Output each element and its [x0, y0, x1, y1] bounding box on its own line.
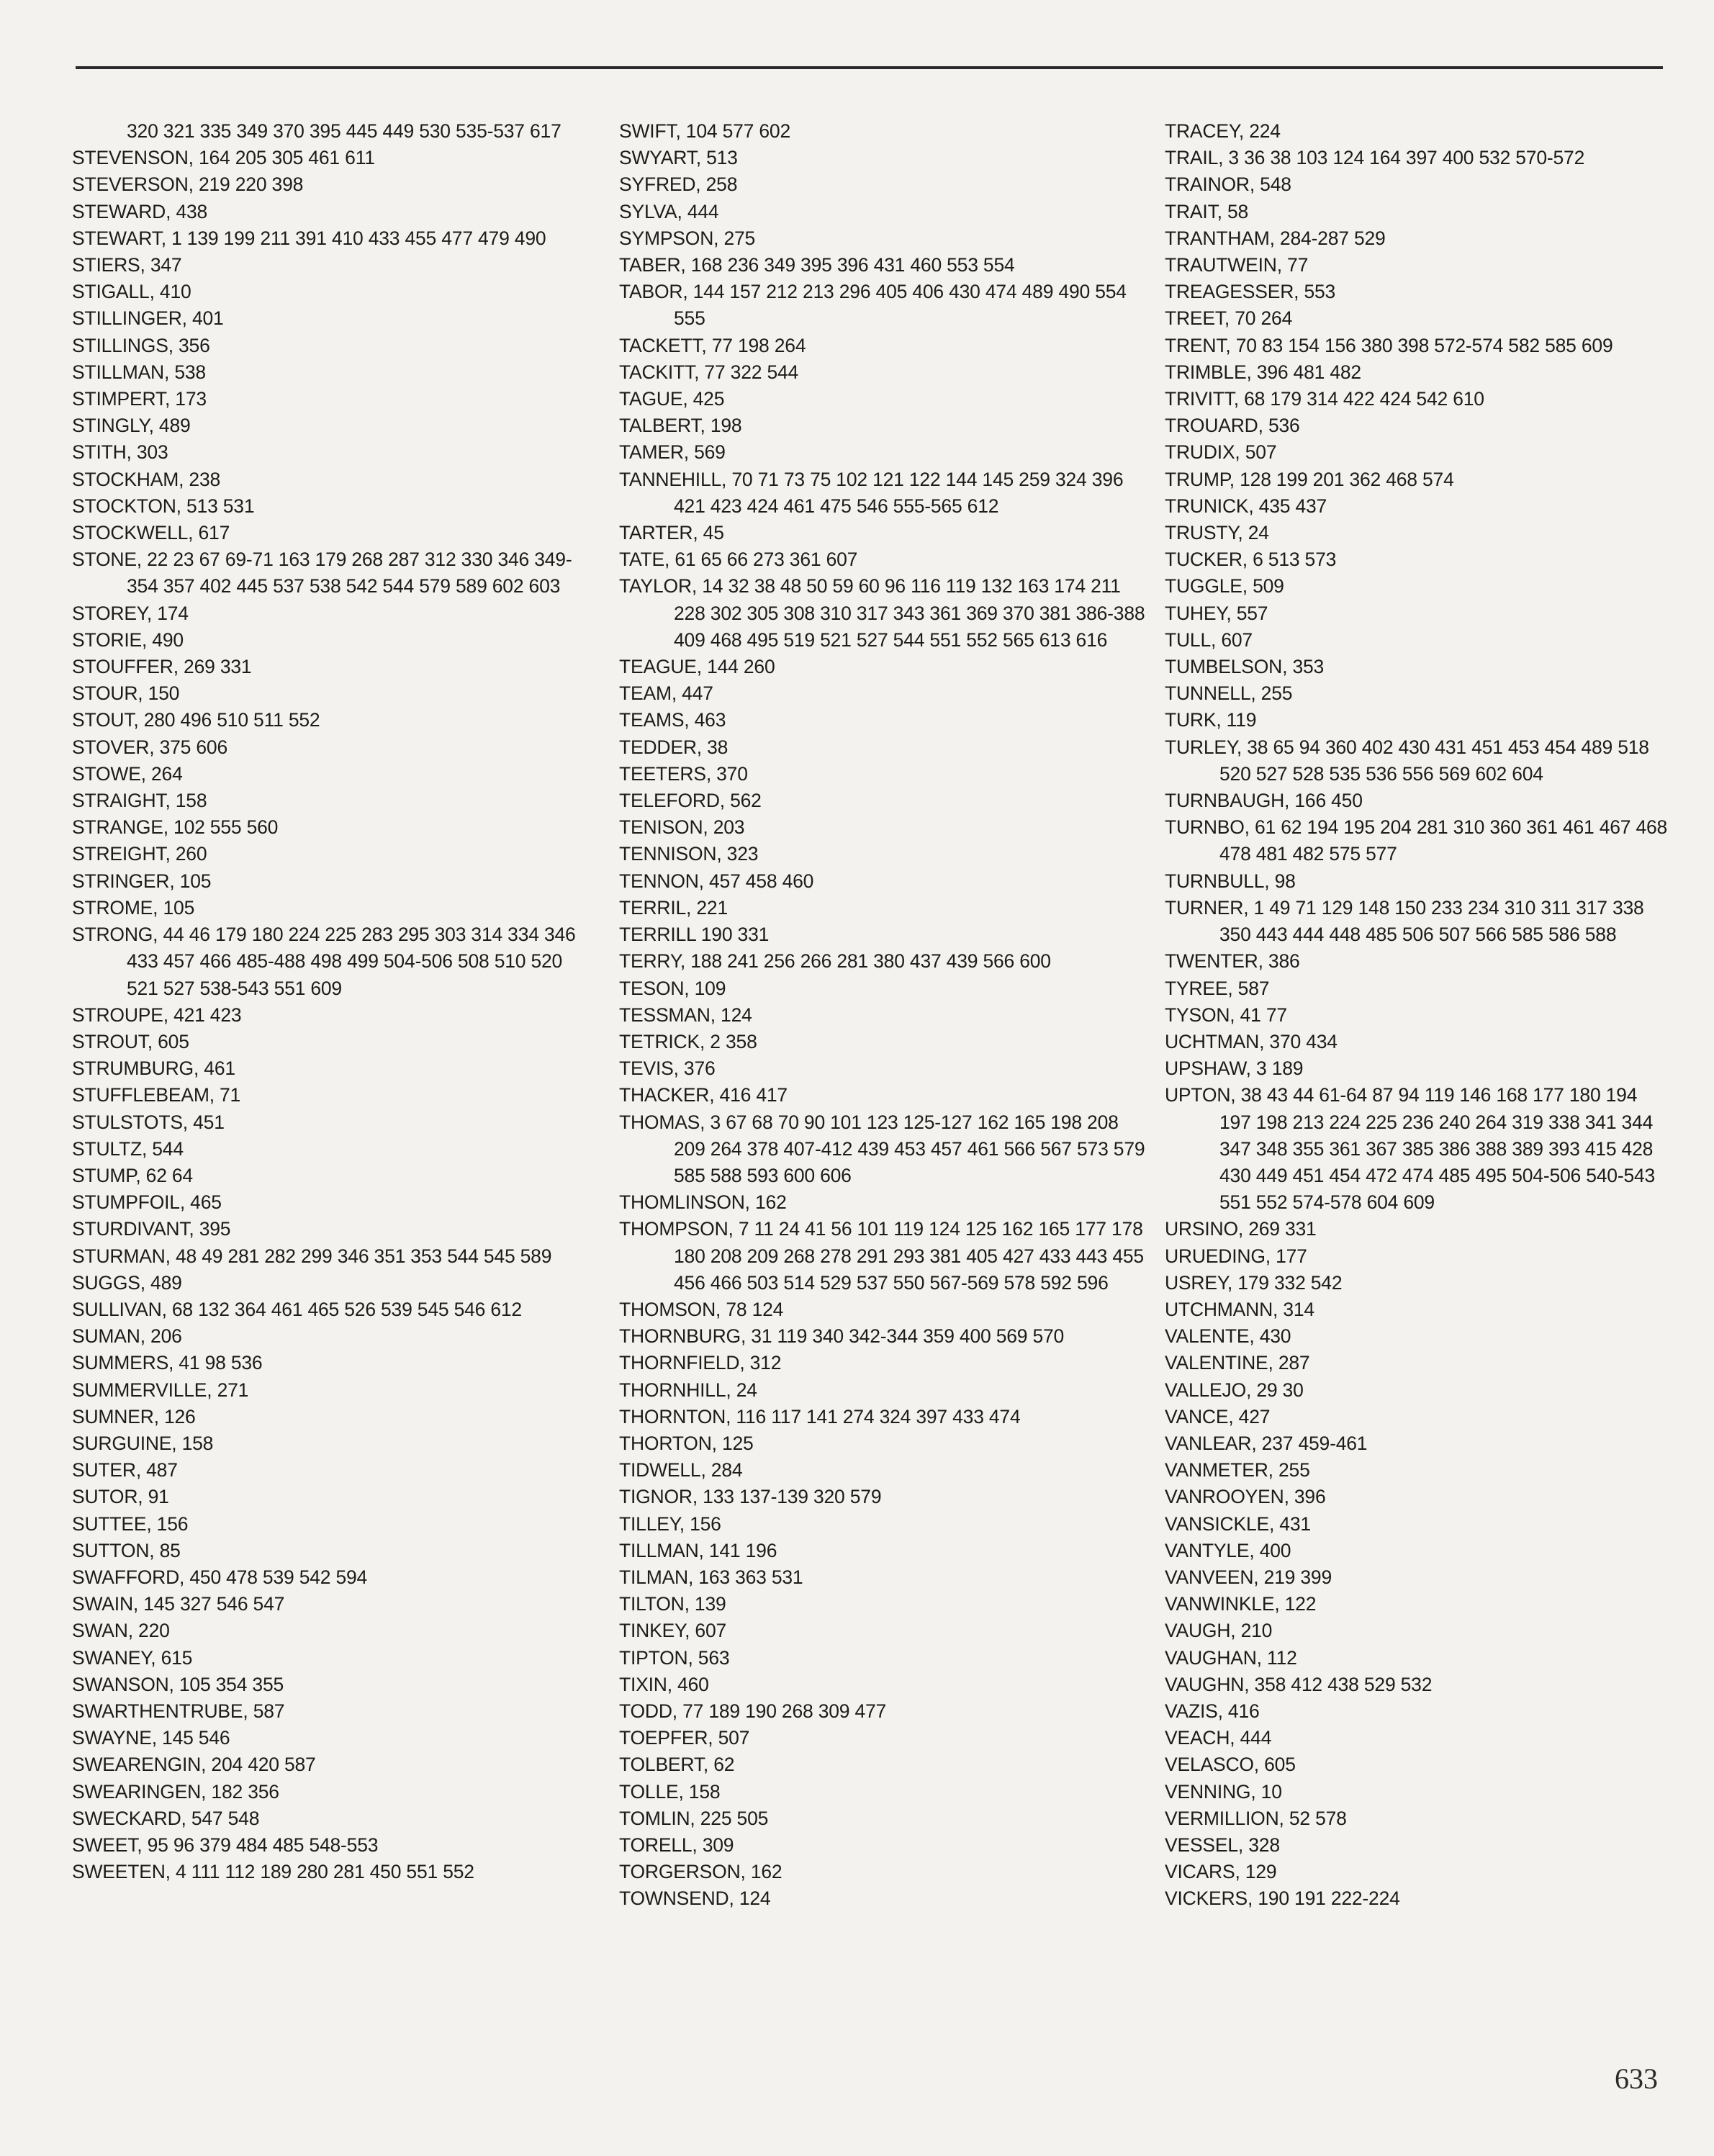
- index-entry: SUMMERS, 41 98 536: [72, 1352, 263, 1374]
- index-entry: STOUT, 280 496 510 511 552: [72, 709, 320, 731]
- index-entry: TEDDER, 38: [619, 736, 729, 758]
- index-entry: THOMAS, 3 67 68 70 90 101 123 125-127 162 165 198 208 209 264 378 407-412 439 453 457 461 566 567 573 579 585 588 593 600 606: [619, 1111, 1145, 1186]
- index-entry: THOMSON, 78 124: [619, 1298, 784, 1320]
- index-entry: STOCKTON, 513 531: [72, 495, 255, 517]
- index-entry: TOEPFER, 507: [619, 1727, 750, 1749]
- index-entry: VANCE, 427: [1165, 1405, 1271, 1427]
- index-entry: TELEFORD, 562: [619, 790, 762, 812]
- index-entry: TABER, 168 236 349 395 396 431 460 553 554: [619, 254, 1015, 276]
- index-entry: TUGGLE, 509: [1165, 575, 1284, 597]
- index-entry: TERRILL 190 331: [619, 924, 770, 946]
- index-entry: TILLEY, 156: [619, 1512, 721, 1535]
- index-entry: STROUT, 605: [72, 1030, 189, 1052]
- index-entry: STITH, 303: [72, 441, 168, 464]
- index-entry: SWECKARD, 547 548: [72, 1807, 260, 1829]
- index-entry: STOCKHAM, 238: [72, 468, 221, 490]
- index-entry: TRUNICK, 435 437: [1165, 495, 1327, 517]
- index-entry: TEETERS, 370: [619, 762, 748, 785]
- index-entry: TABOR, 144 157 212 213 296 405 406 430 474 489 490 554 555: [619, 281, 1127, 330]
- index-entry: URSINO, 269 331: [1165, 1218, 1317, 1240]
- index-entry: SURGUINE, 158: [72, 1432, 214, 1454]
- index-entry: SUTTON, 85: [72, 1539, 181, 1561]
- index-entry: STEVENSON, 164 205 305 461 611: [72, 147, 375, 169]
- index-entry: SWEET, 95 96 379 484 485 548-553: [72, 1834, 379, 1856]
- index-entry: TURK, 119: [1165, 709, 1257, 731]
- index-entry: SWARTHENTRUBE, 587: [72, 1700, 285, 1722]
- index-entry: THOMLINSON, 162: [619, 1191, 787, 1214]
- index-entry: TAYLOR, 14 32 38 48 50 59 60 96 116 119 132 163 174 211 228 302 305 308 310 317 343 361 369 370 381 386-388 409 468 495 519 521 527 544 551 552 565 613 616: [619, 575, 1145, 651]
- index-entry: SUMAN, 206: [72, 1325, 182, 1348]
- index-entry: TRAUTWEIN, 77: [1165, 254, 1309, 276]
- index-entry: VALENTE, 430: [1165, 1325, 1291, 1348]
- index-entry: VERMILLION, 52 578: [1165, 1807, 1347, 1829]
- index-entry: TEAM, 447: [619, 682, 713, 705]
- index-entry: TESON, 109: [619, 977, 726, 999]
- header-rule: [76, 66, 1663, 69]
- index-entry: TYSON, 41 77: [1165, 1003, 1287, 1026]
- index-entry: TRUDIX, 507: [1165, 441, 1277, 464]
- index-entry: TYREE, 587: [1165, 977, 1270, 999]
- index-entry: STREIGHT, 260: [72, 843, 207, 865]
- index-entry: TRENT, 70 83 154 156 380 398 572-574 582 585 609: [1165, 334, 1613, 356]
- index-entry: THACKER, 416 417: [619, 1084, 788, 1106]
- index-entry: STOCKWELL, 617: [72, 522, 230, 544]
- index-entry: UCHTMAN, 370 434: [1165, 1030, 1338, 1052]
- index-entry: SUMNER, 126: [72, 1405, 196, 1427]
- index-entry: TRIVITT, 68 179 314 422 424 542 610: [1165, 388, 1484, 410]
- index-entry: STUMP, 62 64: [72, 1164, 193, 1186]
- index-entry: STULSTOTS, 451: [72, 1111, 225, 1133]
- index-entry: STROME, 105: [72, 896, 195, 919]
- index-entry: STILLMAN, 538: [72, 361, 206, 383]
- index-entry: VALLEJO, 29 30: [1165, 1379, 1304, 1401]
- index-entry: TILTON, 139: [619, 1593, 726, 1615]
- index-entry: VANLEAR, 237 459-461: [1165, 1432, 1368, 1454]
- index-entry: TUCKER, 6 513 573: [1165, 549, 1337, 571]
- index-entry: VAUGHN, 358 412 438 529 532: [1165, 1673, 1433, 1695]
- index-entry: TULL, 607: [1165, 628, 1253, 651]
- index-entry: STOREY, 174: [72, 602, 189, 624]
- index-entry: SULLIVAN, 68 132 364 461 465 526 539 545 546 612: [72, 1298, 522, 1320]
- index-entry: STURMAN, 48 49 281 282 299 346 351 353 544 545 589: [72, 1245, 552, 1267]
- index-entry: UPTON, 38 43 44 61-64 87 94 119 146 168 177 180 194 197 198 213 224 225 236 240 264 319 338 341 344 347 348 355 361 367 385 386 388 389 393 415 428 430 449 451 454 472 474 485 495 504-506 540-543 551 552 574-578 604 609: [1165, 1084, 1656, 1214]
- index-entry: SYMPSON, 275: [619, 227, 756, 249]
- index-entry: TAGUE, 425: [619, 388, 725, 410]
- index-entry: STROUPE, 421 423: [72, 1003, 242, 1026]
- index-entry: STOVER, 375 606: [72, 736, 228, 758]
- index-entry: VANVEEN, 219 399: [1165, 1566, 1332, 1588]
- index-entry: TOMLIN, 225 505: [619, 1807, 769, 1829]
- index-entry: TRAIL, 3 36 38 103 124 164 397 400 532 570-572: [1165, 147, 1585, 169]
- index-entry: STIERS, 347: [72, 254, 182, 276]
- index-entry: STRINGER, 105: [72, 870, 212, 892]
- index-entry: THORNFIELD, 312: [619, 1352, 782, 1374]
- index-entry: TROUARD, 536: [1165, 415, 1300, 437]
- index-entry: TATE, 61 65 66 273 361 607: [619, 549, 858, 571]
- index-entry: STRUMBURG, 461: [72, 1057, 235, 1080]
- index-entry: VANROOYEN, 396: [1165, 1486, 1326, 1508]
- index-entry: STOWE, 264: [72, 762, 183, 785]
- index-entry: TRANTHAM, 284-287 529: [1165, 227, 1386, 249]
- index-entry: SWEARINGEN, 182 356: [72, 1780, 279, 1803]
- index-entry: VAUGHAN, 112: [1165, 1646, 1297, 1669]
- index-entry: SWIFT, 104 577 602: [619, 120, 790, 142]
- index-entry: UPSHAW, 3 189: [1165, 1057, 1304, 1080]
- index-entry: TEAMS, 463: [619, 709, 726, 731]
- index-entry: STEWARD, 438: [72, 200, 208, 222]
- index-column-2: [619, 118, 1152, 1913]
- index-entry: TORELL, 309: [619, 1834, 734, 1856]
- index-entry: TACKITT, 77 322 544: [619, 361, 799, 383]
- index-entry: STIMPERT, 173: [72, 388, 207, 410]
- index-entry: SUTTEE, 156: [72, 1512, 189, 1535]
- index-entry: THORNTON, 116 117 141 274 324 397 433 474: [619, 1405, 1021, 1427]
- index-entry: STONE, 22 23 67 69-71 163 179 268 287 312 330 346 349-354 357 402 445 537 538 542 544 579 589 602 603: [72, 549, 572, 597]
- index-entry: TOLLE, 158: [619, 1780, 721, 1803]
- index-entry: SWEETEN, 4 111 112 189 280 281 450 551 552: [72, 1861, 474, 1883]
- index-entry: TRUMP, 128 199 201 362 468 574: [1165, 468, 1454, 490]
- index-entry: TRUSTY, 24: [1165, 522, 1269, 544]
- index-entry: USREY, 179 332 542: [1165, 1271, 1343, 1294]
- index-entry: THOMPSON, 7 11 24 41 56 101 119 124 125 162 165 177 178 180 208 209 268 278 291 293 381 405 427 433 443 455 456 466 503 514 529 537 550 567-569 578 592 596: [619, 1218, 1144, 1294]
- index-entry: SWANEY, 615: [72, 1646, 193, 1669]
- index-entry: TOLBERT, 62: [619, 1754, 735, 1776]
- index-entry: VANSICKLE, 431: [1165, 1512, 1311, 1535]
- index-entry: STUMPFOIL, 465: [72, 1191, 222, 1214]
- index-entry: TALBERT, 198: [619, 415, 742, 437]
- index-entry: TANNEHILL, 70 71 73 75 102 121 122 144 145 259 324 396 421 423 424 461 475 546 555-565 612: [619, 468, 1124, 517]
- index-entry: TORGERSON, 162: [619, 1861, 782, 1883]
- index-entry: SWAN, 220: [72, 1620, 170, 1642]
- index-entry: VEACH, 444: [1165, 1727, 1272, 1749]
- index-entry: STIGALL, 410: [72, 281, 191, 303]
- index-column-1: [72, 118, 590, 1885]
- index-entry: THORNHILL, 24: [619, 1379, 757, 1401]
- index-entry: VESSEL, 328: [1165, 1834, 1280, 1856]
- index-entry: STULTZ, 544: [72, 1137, 184, 1160]
- index-entry: TILLMAN, 141 196: [619, 1539, 777, 1561]
- index-entry: TAMER, 569: [619, 441, 726, 464]
- index-entry: STORIE, 490: [72, 628, 184, 651]
- index-entry: VALENTINE, 287: [1165, 1352, 1310, 1374]
- index-entry: STRANGE, 102 555 560: [72, 816, 279, 839]
- index-entry: SWAYNE, 145 546: [72, 1727, 230, 1749]
- index-entry: VANMETER, 255: [1165, 1459, 1310, 1481]
- index-entry: TIPTON, 563: [619, 1646, 730, 1669]
- index-entry: TRIMBLE, 396 481 482: [1165, 361, 1361, 383]
- index-entry: TOWNSEND, 124: [619, 1887, 771, 1910]
- index-entry: TRAINOR, 548: [1165, 173, 1291, 196]
- index-entry: SYLVA, 444: [619, 200, 719, 222]
- index-entry: TEVIS, 376: [619, 1057, 716, 1080]
- index-entry: URUEDING, 177: [1165, 1245, 1307, 1267]
- index-entry: VANTYLE, 400: [1165, 1539, 1291, 1561]
- index-entry: STILLINGS, 356: [72, 334, 210, 356]
- index-entry: SWAFFORD, 450 478 539 542 594: [72, 1566, 368, 1588]
- index-entry: TURNER, 1 49 71 129 148 150 233 234 310 311 317 338 350 443 444 448 485 506 507 566 585 586 588: [1165, 896, 1644, 946]
- index-entry: STOUR, 150: [72, 682, 180, 705]
- index-entry: STEWART, 1 139 199 211 391 410 433 455 477 479 490: [72, 227, 546, 249]
- index-entry: TODD, 77 189 190 268 309 477: [619, 1700, 887, 1722]
- index-entry: VICKERS, 190 191 222-224: [1165, 1887, 1400, 1910]
- index-entry: SWEARENGIN, 204 420 587: [72, 1754, 316, 1776]
- index-entry: VAUGH, 210: [1165, 1620, 1273, 1642]
- index-entry: TIXIN, 460: [619, 1673, 709, 1695]
- index-entry: TURNBULL, 98: [1165, 870, 1296, 892]
- index-entry: SUTER, 487: [72, 1459, 178, 1481]
- index-entry: TURLEY, 38 65 94 360 402 430 431 451 453 454 489 518 520 527 528 535 536 556 569 602 604: [1165, 736, 1649, 785]
- index-entry: TIDWELL, 284: [619, 1459, 743, 1481]
- index-entry: TERRIL, 221: [619, 896, 728, 919]
- index-entry: TUHEY, 557: [1165, 602, 1268, 624]
- index-entry: TESSMAN, 124: [619, 1003, 752, 1026]
- index-entry: VELASCO, 605: [1165, 1754, 1296, 1776]
- index-entry: STUFFLEBEAM, 71: [72, 1084, 241, 1106]
- index-entry: THORTON, 125: [619, 1432, 754, 1454]
- index-entry: TERRY, 188 241 256 266 281 380 437 439 566 600: [619, 950, 1051, 973]
- index-entry: TETRICK, 2 358: [619, 1030, 757, 1052]
- index-entry: SYFRED, 258: [619, 173, 738, 196]
- index-entry: TWENTER, 386: [1165, 950, 1300, 973]
- index-entry: VANWINKLE, 122: [1165, 1593, 1317, 1615]
- index-entry: TENISON, 203: [619, 816, 745, 839]
- index-entry: TACKETT, 77 198 264: [619, 334, 806, 356]
- index-entry: STINGLY, 489: [72, 415, 191, 437]
- index-entry: TREAGESSER, 553: [1165, 281, 1336, 303]
- index-entry: TURNBO, 61 62 194 195 204 281 310 360 361 461 467 468 478 481 482 575 577: [1165, 816, 1668, 865]
- index-entry: SUTOR, 91: [72, 1486, 169, 1508]
- index-entry: SUMMERVILLE, 271: [72, 1379, 249, 1401]
- index-entry: TILMAN, 163 363 531: [619, 1566, 803, 1588]
- index-entry: STURDIVANT, 395: [72, 1218, 231, 1240]
- index-entry: SWANSON, 105 354 355: [72, 1673, 284, 1695]
- index-entry: TIGNOR, 133 137-139 320 579: [619, 1486, 882, 1508]
- index-entry: TINKEY, 607: [619, 1620, 727, 1642]
- index-entry: STILLINGER, 401: [72, 307, 224, 330]
- index-entry: TENNON, 457 458 460: [619, 870, 814, 892]
- index-entry: TRACEY, 224: [1165, 120, 1281, 142]
- index-entry: TREET, 70 264: [1165, 307, 1293, 330]
- index-entry: SUGGS, 489: [72, 1271, 182, 1294]
- index-entry-continuation: 320 321 335 349 370 395 445 449 530 535-537 617: [127, 120, 561, 142]
- index-entry: SWAIN, 145 327 546 547: [72, 1593, 285, 1615]
- index-column-3: [1165, 118, 1669, 1913]
- index-entry: VAZIS, 416: [1165, 1700, 1260, 1722]
- index-entry: TUMBELSON, 353: [1165, 656, 1325, 678]
- index-entry: TEAGUE, 144 260: [619, 656, 775, 678]
- index-entry: TUNNELL, 255: [1165, 682, 1293, 705]
- index-entry: VENNING, 10: [1165, 1780, 1282, 1803]
- index-entry: SWYART, 513: [619, 147, 738, 169]
- index-entry: TURNBAUGH, 166 450: [1165, 790, 1363, 812]
- index-entry: STOUFFER, 269 331: [72, 656, 252, 678]
- index-entry: STRONG, 44 46 179 180 224 225 283 295 303 314 334 346 433 457 466 485-488 498 499 504-506 508 510 520 521 527 538-543 551 609: [72, 924, 576, 999]
- index-entry: STEVERSON, 219 220 398: [72, 173, 304, 196]
- index-entry: UTCHMANN, 314: [1165, 1298, 1314, 1320]
- index-entry: THORNBURG, 31 119 340 342-344 359 400 569 570: [619, 1325, 1065, 1348]
- index-entry: TENNISON, 323: [619, 843, 759, 865]
- index-entry: STRAIGHT, 158: [72, 790, 207, 812]
- index-entry: TARTER, 45: [619, 522, 724, 544]
- index-entry: VICARS, 129: [1165, 1861, 1277, 1883]
- index-entry: TRAIT, 58: [1165, 200, 1249, 222]
- page-number: 633: [1615, 2062, 1658, 2095]
